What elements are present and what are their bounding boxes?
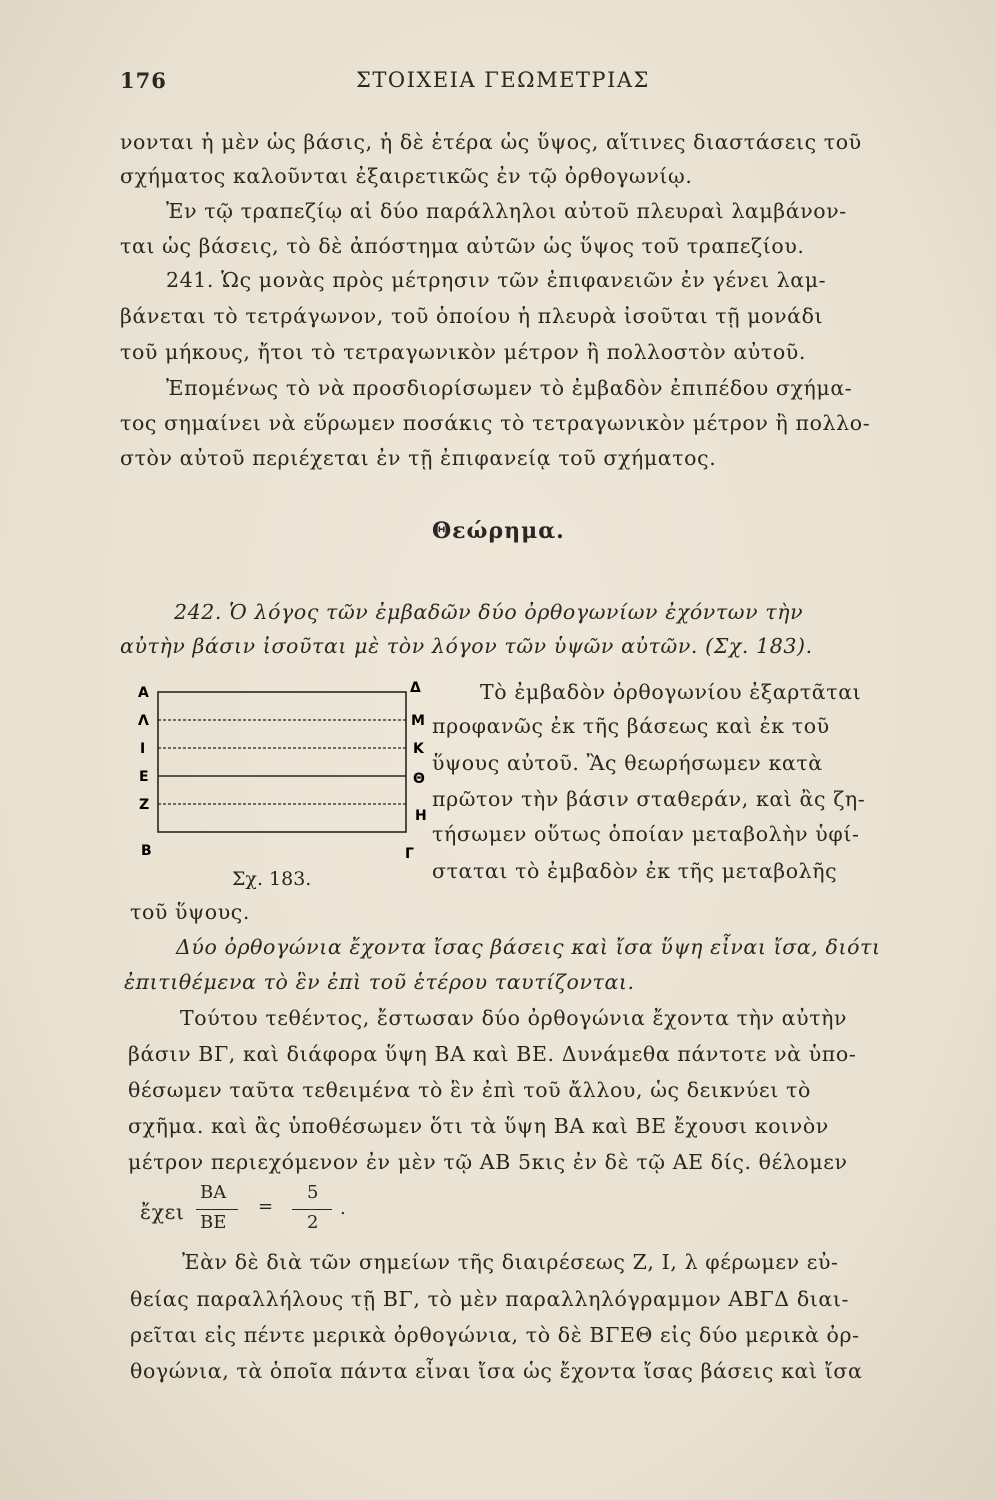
page-number: 176	[120, 68, 167, 93]
text-line: βάνεται τὸ τετράγωνον, τοῦ ὁποίου ἡ πλευρὰ ἰσοῦται τῇ μονάδι	[120, 304, 824, 328]
theorem-line: αὐτὴν βάσιν ἰσοῦται μὲ τὸν λόγον τῶν ὑψῶν αὐτῶν. (Σχ. 183).	[120, 634, 813, 658]
figure-caption: Σχ. 183.	[232, 868, 312, 890]
text-line: Τούτου τεθέντος, ἔστωσαν δύο ὀρθογώνια ἔχοντα τὴν αὐτὴν	[180, 1006, 848, 1030]
side-text-line: πρῶτον τὴν βάσιν σταθεράν, καὶ ἂς ζη-	[432, 787, 866, 811]
fraction-denominator-right: 2	[307, 1212, 319, 1233]
fraction-bar	[196, 1209, 238, 1210]
side-text-line: σταται τὸ ἐμβαδὸν ἐκ τῆς μεταβολῆς	[432, 859, 838, 883]
label-lambda: Λ	[138, 713, 149, 729]
text-line: θέσωμεν ταῦτα τεθειμένα τὸ ἓν ἐπὶ τοῦ ἄλλου, ὡς δεικνύει τὸ	[128, 1078, 811, 1102]
label-delta: Δ	[410, 680, 421, 696]
text-line: τος σημαίνει νὰ εὕρωμεν ποσάκις τὸ τετραγωνικὸν μέτρον ἢ πολλο-	[120, 411, 871, 435]
side-text-line: ὕψους αὐτοῦ. Ἂς θεωρήσωμεν κατὰ	[432, 751, 823, 775]
label-iota: Ι	[140, 741, 146, 757]
theorem-line: 242. Ὁ λόγος τῶν ἐμβαδῶν δύο ὀρθογωνίων ἐχόντων τὴν	[174, 600, 804, 624]
text-line: ρεῖται εἰς πέντε μερικὰ ὀρθογώνια, τὸ δὲ ΒΓΕΘ εἰς δύο μερικὰ ὀρ-	[130, 1323, 860, 1347]
label-eta: Η	[415, 808, 427, 824]
formula-prefix: ἔχει	[140, 1200, 185, 1224]
text-line: Δύο ὀρθογώνια ἔχοντα ἴσας βάσεις καὶ ἴσα ὕψη εἶναι ἴσα, διότι	[176, 935, 881, 959]
text-line: σχῆμα. καὶ ἂς ὑποθέσωμεν ὅτι τὰ ὕψη ΒΑ καὶ ΒΕ ἔχουσι κοινὸν	[128, 1114, 829, 1138]
side-text-line: τήσωμεν οὕτως ὁποίαν μεταβολὴν ὑφί-	[432, 822, 860, 846]
text-line: νονται ἡ μὲν ὡς βάσις, ἡ δὲ ἑτέρα ὡς ὕψος, αἵτινες διαστάσεις τοῦ	[120, 130, 862, 154]
fraction-bar	[292, 1209, 332, 1210]
label-kappa: Κ	[413, 741, 424, 757]
fraction-numerator-right: 5	[307, 1182, 319, 1203]
text-line: Ἐὰν δὲ διὰ τῶν σημείων τῆς διαιρέσεως Ζ, Ι, λ φέρωμεν εὐ-	[182, 1250, 839, 1274]
formula-period: .	[340, 1198, 346, 1219]
text-line: ται ὡς βάσεις, τὸ δὲ ἀπόστημα αὐτῶν ὡς ὕψος τοῦ τραπεζίου.	[120, 234, 805, 258]
theorem-heading: Θεώρημα.	[432, 518, 565, 544]
label-zeta: Ζ	[139, 797, 150, 813]
text-line: Ἐπομένως τὸ νὰ προσδιορίσωμεν τὸ ἐμβαδὸν ἐπιπέδου σχήμα-	[166, 376, 853, 400]
fraction-numerator-left: ΒΑ	[200, 1182, 227, 1203]
label-epsilon: Ε	[139, 769, 149, 785]
label-gamma: Γ	[405, 846, 414, 862]
text-line: θογώνια, τὰ ὁποῖα πάντα εἶναι ἴσα ὡς ἔχοντα ἴσας βάσεις καὶ ἴσα	[130, 1359, 863, 1383]
text-line: σχήματος καλοῦνται ἐξαιρετικῶς ἐν τῷ ὀρθογωνίῳ.	[120, 164, 693, 188]
text-line: τοῦ μήκους, ἤτοι τὸ τετραγωνικὸν μέτρον ἢ πολλοστὸν αὐτοῦ.	[120, 340, 806, 364]
text-line: Ἐν τῷ τραπεζίῳ αἱ δύο παράλληλοι αὐτοῦ πλευραὶ λαμβάνον-	[166, 199, 847, 223]
equals-sign: =	[258, 1196, 274, 1217]
running-title: ΣΤΟΙΧΕΙΑ ΓΕΩΜΕΤΡΙΑΣ	[356, 68, 650, 92]
text-line: στὸν αὐτοῦ περιέχεται ἐν τῇ ἐπιφανείᾳ τοῦ σχήματος.	[120, 446, 717, 470]
fraction-denominator-left: ΒΕ	[200, 1212, 227, 1233]
text-line: 241. Ὡς μονὰς πρὸς μέτρησιν τῶν ἐπιφανειῶν ἐν γένει λαμ-	[166, 268, 827, 292]
side-text-line: Τὸ ἐμβαδὸν ὀρθογωνίου ἐξαρτᾶται	[480, 680, 862, 704]
side-text-line: προφανῶς ἐκ τῆς βάσεως καὶ ἐκ τοῦ	[432, 714, 830, 738]
label-theta: Θ	[413, 771, 425, 787]
label-mu: Μ	[411, 713, 425, 729]
text-line: ἐπιτιθέμενα τὸ ἓν ἐπὶ τοῦ ἑτέρου ταυτίζονται.	[124, 970, 635, 994]
text-line: βάσιν ΒΓ, καὶ διάφορα ὕψη ΒΑ καὶ ΒΕ. Δυνάμεθα πάντοτε νὰ ὑπο-	[128, 1042, 857, 1066]
label-beta: Β	[141, 843, 152, 859]
text-line: θείας παραλλήλους τῇ ΒΓ, τὸ μὲν παραλληλόγραμμον ΑΒΓΔ διαι-	[130, 1287, 850, 1311]
figure-183	[130, 680, 430, 870]
label-alpha: Α	[138, 685, 149, 701]
text-line: τοῦ ὕψους.	[130, 900, 251, 924]
rectangle-abgd	[158, 692, 406, 832]
text-line: μέτρον περιεχόμενον ἐν μὲν τῷ ΑΒ 5κις ἐν δὲ τῷ ΑΕ δίς. θέλομεν	[128, 1150, 848, 1174]
